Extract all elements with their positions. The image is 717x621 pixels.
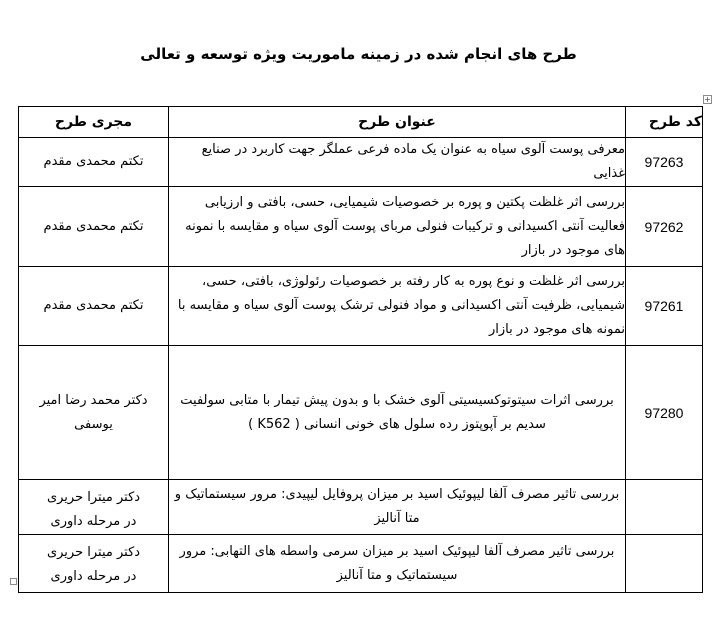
project-executor <box>19 187 169 267</box>
executor-name-continued: یوسفی <box>74 416 113 432</box>
table-resize-handle-icon[interactable] <box>10 578 17 585</box>
project-code: 97280 <box>626 346 703 480</box>
project-code <box>626 535 703 593</box>
project-executor <box>19 346 169 480</box>
executor-status: در مرحله داوری <box>50 514 137 529</box>
table-row <box>19 267 703 346</box>
header-code: کد طرح <box>626 107 703 138</box>
executor-name: تکتم محمدی مقدم <box>43 218 144 234</box>
executor-name: دکتر میترا حریری <box>46 545 141 560</box>
executor-status: در مرحله داوری <box>50 569 137 584</box>
project-title: بررسی اثر غلظت پکتین و پوره بر خصوصیات شیمیایی، حسی، بافتی و ارزیابی فعالیت آنتی اکسیدانی و ترکیبات فنولی مربای پوست آلوی سیاه و مقایسه با نمونه های موجود در بازار <box>169 187 626 267</box>
header-title: عنوان طرح <box>169 107 626 138</box>
project-title: بررسی اثرات سیتوتوکسیسیتی آلوی خشک با و بدون پیش تیمار با متابی سولفیت سدیم بر آپوپتوز رده سلول های خونی انسانی ( K562 ) <box>169 346 626 480</box>
project-code: 97261 <box>626 267 703 346</box>
project-executor <box>19 480 169 535</box>
project-code <box>626 480 703 535</box>
project-executor <box>19 535 169 593</box>
project-code: 97263 <box>626 138 703 187</box>
table-row <box>19 480 703 535</box>
projects-table <box>18 106 703 593</box>
table-row <box>19 346 703 480</box>
table-move-handle-icon[interactable]: + <box>704 95 711 104</box>
executor-name: تکتم محمدی مقدم <box>43 154 144 169</box>
table-row <box>19 535 703 593</box>
table-header-row <box>19 107 703 138</box>
executor-name: دکتر میترا حریری <box>46 490 141 505</box>
project-executor <box>19 138 169 187</box>
project-title: بررسی اثر غلظت و نوع پوره به کار رفته بر خصوصیات رئولوژی، بافتی، حسی، شیمیایی، ظرفیت آنتی اکسیدانی و مواد فنولی ترشک پوست آلوی سیاه و مقایسه با نمونه های موجود در بازار <box>169 267 626 346</box>
executor-name: تکتم محمدی مقدم <box>43 298 144 313</box>
project-code: 97262 <box>626 187 703 267</box>
project-title: بررسی تاثیر مصرف آلفا لیپوئیک اسید بر میزان سرمی واسطه های التهابی: مرور سیستماتیک و متا آنالیز <box>169 535 626 593</box>
page-title: طرح های انجام شده در زمینه ماموریت ویژه توسعه و تعالی <box>140 45 577 63</box>
project-title: بررسی تاثیر مصرف آلفا لیپوئیک اسید بر میزان پروفایل لیپیدی: مرور سیستماتیک و متا آنالیز <box>169 480 626 535</box>
executor-name: دکتر محمد رضا امیر <box>39 392 148 408</box>
project-title: معرفی پوست آلوی سیاه به عنوان یک ماده فرعی عملگر جهت کاربرد در صنایع غذایی <box>169 138 626 187</box>
header-executor: مجری طرح <box>19 107 169 138</box>
table-row <box>19 138 703 187</box>
project-executor <box>19 267 169 346</box>
table-row <box>19 187 703 267</box>
